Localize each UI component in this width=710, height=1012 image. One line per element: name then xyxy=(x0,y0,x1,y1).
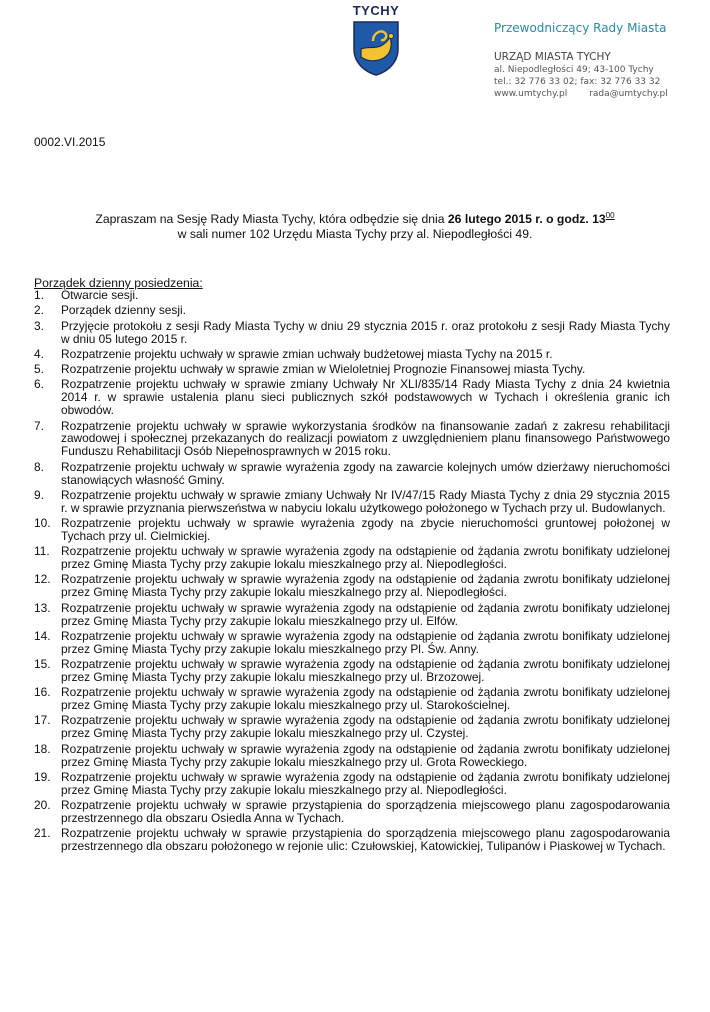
agenda-item-text: Rozpatrzenie projektu uchwały w sprawie wyrażenia zgody na odstąpienie od żądania zwrotu bonifikaty udzielonej przez Gminę Miasta Tychy przy zakupie lokalu mieszkalnego przy ul. Starokościelnej. xyxy=(61,685,670,713)
agenda-item-number: 8. xyxy=(34,459,44,474)
invitation xyxy=(40,208,670,242)
agenda-item xyxy=(34,573,670,599)
invitation-line-1 xyxy=(40,208,670,227)
agenda-item-text: Rozpatrzenie projektu uchwały w sprawie wyrażenia zgody na odstąpienie od żądania zwrotu bonifikaty udzielonej przez Gminę Miasta Tychy przy zakupie lokalu mieszkalnego przy ul. Czystej. xyxy=(61,713,670,741)
agenda-list xyxy=(34,289,670,855)
agenda-item-text: Rozpatrzenie projektu uchwały w sprawie wyrażenia zgody na odstąpienie od żądania zwrotu bonifikaty udzielonej przez Gminę Miasta Tychy przy zakupie lokalu mieszkalnego przy ul. Brzozowej. xyxy=(61,657,670,684)
agenda-item-number: 6. xyxy=(34,377,44,392)
agenda-item-number: 21. xyxy=(34,826,51,841)
letterhead-info xyxy=(494,20,694,100)
agenda-item-text: Rozpatrzenie projektu uchwały w sprawie zmian w Wieloletniej Prognozie Finansowej miasta Tychy. xyxy=(61,362,586,377)
agenda-heading: Porządek dzienny posiedzenia: xyxy=(34,276,203,290)
agenda-item xyxy=(34,420,670,459)
office-phone-fax: tel.: 32 776 33 02; fax: 32 776 33 32 xyxy=(494,77,661,87)
agenda-item xyxy=(34,743,670,769)
office-address: al. Niepodległości 49; 43-100 Tychy xyxy=(494,65,654,75)
agenda-item xyxy=(34,320,670,346)
agenda-item xyxy=(34,348,670,361)
agenda-item xyxy=(34,658,670,684)
agenda-item-number: 3. xyxy=(34,318,44,333)
agenda-item-number: 15. xyxy=(34,657,51,672)
crest-city-name: TYCHY xyxy=(352,3,400,18)
agenda-item-number: 7. xyxy=(34,418,44,433)
agenda-item xyxy=(34,363,670,376)
agenda-item xyxy=(34,714,670,740)
agenda-item xyxy=(34,461,670,487)
session-time-minutes: 00 xyxy=(605,211,615,220)
agenda-item-text: Porządek dzienny sesji. xyxy=(61,303,186,318)
agenda-item-text: Rozpatrzenie projektu uchwały w sprawie wyrażenia zgody na odstąpienie od żądania zwrotu bonifikaty udzielonej przez Gminę Miasta Tychy przy zakupie lokalu mieszkalnego przy ul. Elfów. xyxy=(61,600,670,628)
agenda-item-text: Rozpatrzenie projektu uchwały w sprawie wyrażenia zgody na odstąpienie od żądania zwrotu bonifikaty udzielonej przez Gminę Miasta Tychy przy zakupie lokalu mieszkalnego przy al. Niepodległości. xyxy=(61,769,670,797)
agenda-item-text: Przyjęcie protokołu z sesji Rady Miasta Tychy w dniu 29 stycznia 2015 r. oraz protokołu z sesji Rady Miasta Tychy w dniu 05 lutego 2015 r. xyxy=(61,318,670,346)
agenda-item-text: Rozpatrzenie projektu uchwały w sprawie przystąpienia do sporządzenia miejscowego planu zagospodarowania przestrzennego dla obszaru Osiedla Anna w Tychach. xyxy=(61,798,670,825)
agenda-item-number: 20. xyxy=(34,798,51,813)
agenda-item xyxy=(34,630,670,656)
crest-shield-icon xyxy=(351,19,401,77)
agenda-item-number: 19. xyxy=(34,769,51,784)
invitation-text: Zapraszam na Sesję Rady Miasta Tychy, która odbędzie się dnia xyxy=(95,212,448,227)
invitation-line-2: w sali numer 102 Urzędu Miasta Tychy przy al. Niepodległości 49. xyxy=(177,227,533,242)
agenda-item xyxy=(34,304,670,317)
agenda-item-text: Rozpatrzenie projektu uchwały w sprawie wyrażenia zgody na odstąpienie od żądania zwrotu bonifikaty udzielonej przez Gminę Miasta Tychy przy zakupie lokalu mieszkalnego przy ul. Grota Roweckiego. xyxy=(61,741,670,769)
agenda-item xyxy=(34,378,670,417)
chair-title: Przewodniczący Rady Miasta xyxy=(494,21,667,35)
agenda-item xyxy=(34,771,670,797)
agenda-item-number: 4. xyxy=(34,346,44,361)
agenda-item xyxy=(34,799,670,825)
agenda-item-text: Otwarcie sesji. xyxy=(61,288,139,302)
agenda-item-number: 10. xyxy=(34,516,51,531)
agenda-item-number: 12. xyxy=(34,572,51,587)
agenda-item-number: 17. xyxy=(34,713,51,728)
agenda-item-text: Rozpatrzenie projektu uchwały w sprawie wyrażenia zgody na odstąpienie od żądania zwrotu bonifikaty udzielonej przez Gminę Miasta Tychy przy zakupie lokalu mieszkalnego przy al. Niepodległości. xyxy=(61,544,670,572)
session-date-time: 26 lutego 2015 r. o godz. 13 xyxy=(447,212,606,227)
agenda-item-number: 14. xyxy=(34,628,51,643)
agenda-item xyxy=(34,827,670,853)
agenda-item-number: 2. xyxy=(34,303,44,318)
agenda-item-number: 11. xyxy=(34,544,50,559)
agenda-item-text: Rozpatrzenie projektu uchwały w sprawie wyrażenia zgody na odstąpienie od żądania zwrotu bonifikaty udzielonej przez Gminę Miasta Tychy przy zakupie lokalu mieszkalnego przy Pl. Św. Anny. xyxy=(61,628,670,656)
agenda-item-text: Rozpatrzenie projektu uchwały w sprawie wyrażenia zgody na zbycie nieruchomości gruntowej położonej w Tychach przy ul. Cielmickiej. xyxy=(61,516,670,543)
agenda-item xyxy=(34,517,670,543)
agenda-item xyxy=(34,289,670,302)
agenda-item-text: Rozpatrzenie projektu uchwały w sprawie zmian uchwały budżetowej miasta Tychy na 2015 r. xyxy=(61,346,553,361)
office-name: URZĄD MIASTA TYCHY xyxy=(494,51,611,63)
agenda-item-text: Rozpatrzenie projektu uchwały w sprawie przystąpienia do sporządzenia miejscowego planu zagospodarowania przestrzennego dla obszaru położonego w rejonie ulic: Czułowskiej, Katowickiej, Tulipanów i Piaskowej w Tychach. xyxy=(61,826,670,854)
agenda-item xyxy=(34,489,670,515)
agenda-item xyxy=(34,602,670,628)
agenda-item-number: 9. xyxy=(34,487,44,502)
agenda-item-text: Rozpatrzenie projektu uchwały w sprawie zmiany Uchwały Nr IV/47/15 Rady Miasta Tychy z dnia 29 stycznia 2015 r. w sprawie przyznania pierwszeństwa w nabyciu lokalu użytkowego położonego w Tychach przy ul. Budowlanych. xyxy=(61,487,670,515)
agenda-item-number: 13. xyxy=(34,600,51,615)
agenda-item-number: 1. xyxy=(34,288,44,302)
agenda-item-text: Rozpatrzenie projektu uchwały w sprawie zmiany Uchwały Nr XLI/835/14 Rady Miasta Tychy z dnia 24 kwietnia 2014 r. w sprawie ustalenia planu sieci publicznych szkół podstawowych w Tychach i określenia granic ich obwodów. xyxy=(61,377,670,418)
agenda-item-number: 16. xyxy=(34,685,51,700)
reference-number: 0002.VI.2015 xyxy=(34,135,106,149)
agenda-item-text: Rozpatrzenie projektu uchwały w sprawie wyrażenia zgody na odstąpienie od żądania zwrotu bonifikaty udzielonej przez Gminę Miasta Tychy przy zakupie lokalu mieszkalnego przy al. Niepodległości. xyxy=(61,572,670,600)
agenda-item-text: Rozpatrzenie projektu uchwały w sprawie wykorzystania środków na finansowanie zadań z zakresu rehabilitacji zawodowej i społecznej przekazanych do realizacji powiatom z uwzględnieniem planu finansowego Państwowego Funduszu Rehabilitacji Osób Niepełnosprawnych w 2015 roku. xyxy=(61,418,670,459)
agenda-item-number: 18. xyxy=(34,741,51,756)
office-contact-line xyxy=(494,88,694,100)
agenda-item-number: 5. xyxy=(34,362,44,377)
agenda-item-text: Rozpatrzenie projektu uchwały w sprawie wyrażenia zgody na zawarcie kolejnych umów dzierżawy nieruchomości stanowiących własność Gminy. xyxy=(61,459,670,487)
office-email[interactable]: rada@umtychy.pl xyxy=(589,89,668,99)
office-website[interactable]: www.umtychy.pl xyxy=(494,89,568,99)
city-crest xyxy=(345,4,407,77)
agenda-item xyxy=(34,686,670,712)
agenda-item xyxy=(34,545,670,571)
